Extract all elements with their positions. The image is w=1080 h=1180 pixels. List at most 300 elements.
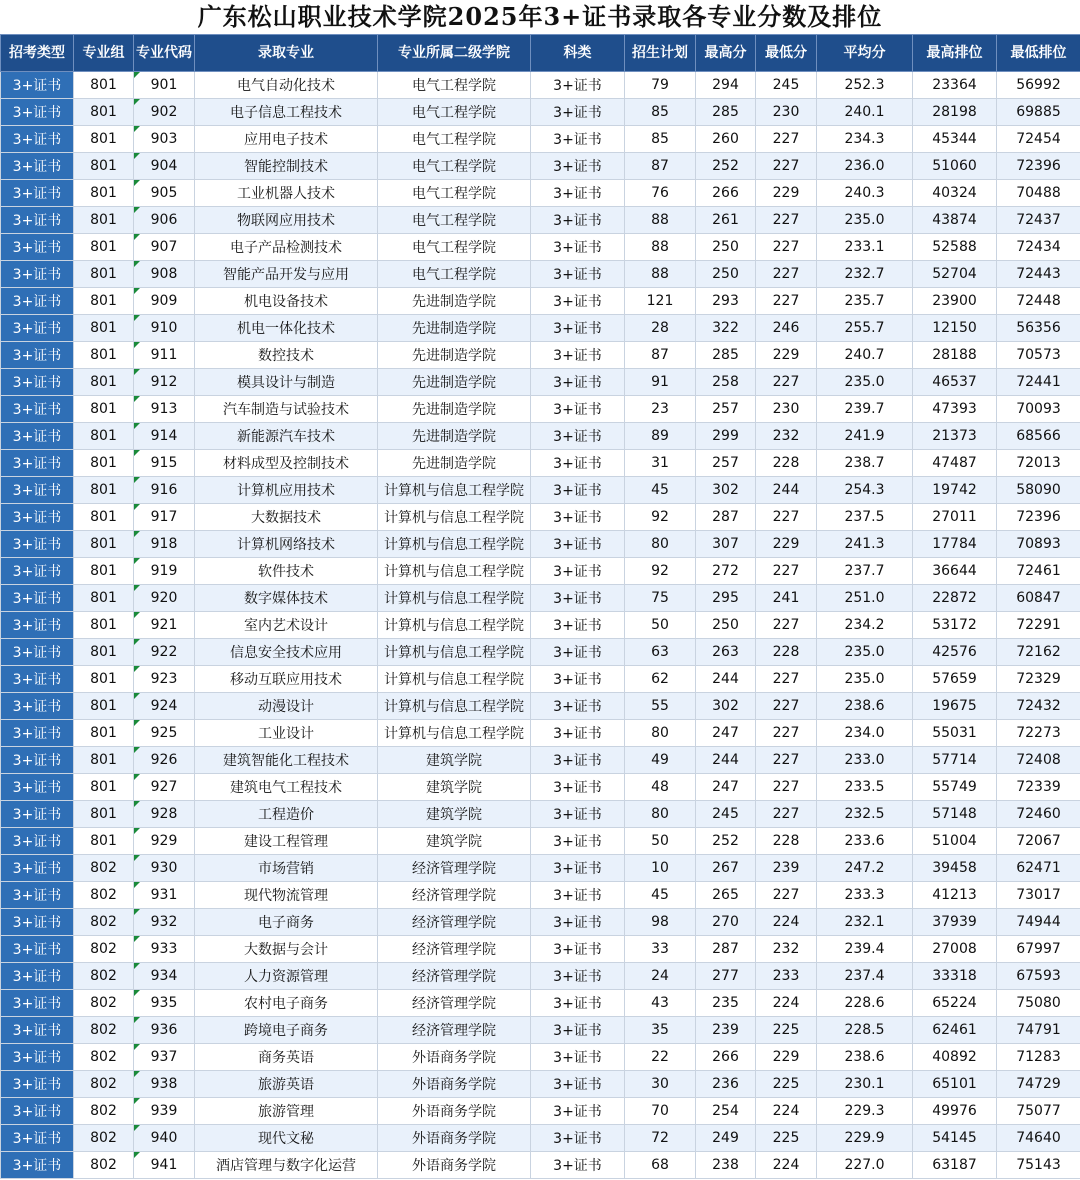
college-cell: 计算机与信息工程学院 bbox=[378, 639, 531, 666]
group-cell: 802 bbox=[74, 1098, 134, 1125]
major-code-cell: 915 bbox=[134, 450, 195, 477]
min-rank-cell: 70573 bbox=[997, 342, 1080, 369]
major-cell: 大数据技术 bbox=[195, 504, 378, 531]
exam-type-cell: 3+证书 bbox=[1, 693, 74, 720]
group-cell: 801 bbox=[74, 801, 134, 828]
group-cell: 801 bbox=[74, 288, 134, 315]
avg-score-cell: 255.7 bbox=[817, 315, 913, 342]
college-cell: 电气工程学院 bbox=[378, 180, 531, 207]
group-cell: 801 bbox=[74, 423, 134, 450]
max-rank-cell: 52704 bbox=[913, 261, 997, 288]
category-cell: 3+证书 bbox=[531, 801, 625, 828]
table-row bbox=[1, 342, 1080, 369]
avg-score-cell: 234.0 bbox=[817, 720, 913, 747]
avg-score-cell: 252.3 bbox=[817, 72, 913, 99]
header-min-score: 最低分 bbox=[756, 35, 817, 72]
major-code-cell: 929 bbox=[134, 828, 195, 855]
plan-cell: 70 bbox=[625, 1098, 696, 1125]
category-cell: 3+证书 bbox=[531, 477, 625, 504]
min-score-cell: 227 bbox=[756, 801, 817, 828]
max-rank-cell: 51004 bbox=[913, 828, 997, 855]
major-code-cell: 941 bbox=[134, 1152, 195, 1179]
major-code-cell: 917 bbox=[134, 504, 195, 531]
table-row bbox=[1, 396, 1080, 423]
plan-cell: 30 bbox=[625, 1071, 696, 1098]
min-score-cell: 227 bbox=[756, 288, 817, 315]
max-score-cell: 293 bbox=[696, 288, 756, 315]
max-score-cell: 261 bbox=[696, 207, 756, 234]
avg-score-cell: 239.4 bbox=[817, 936, 913, 963]
max-score-cell: 260 bbox=[696, 126, 756, 153]
table-row bbox=[1, 423, 1080, 450]
exam-type-cell: 3+证书 bbox=[1, 72, 74, 99]
major-code-cell: 936 bbox=[134, 1017, 195, 1044]
table-row bbox=[1, 828, 1080, 855]
avg-score-cell: 251.0 bbox=[817, 585, 913, 612]
major-code-cell: 914 bbox=[134, 423, 195, 450]
table-row bbox=[1, 1152, 1080, 1179]
min-rank-cell: 62471 bbox=[997, 855, 1080, 882]
plan-cell: 50 bbox=[625, 612, 696, 639]
major-code-cell: 931 bbox=[134, 882, 195, 909]
college-cell: 经济管理学院 bbox=[378, 909, 531, 936]
category-cell: 3+证书 bbox=[531, 1098, 625, 1125]
min-rank-cell: 72454 bbox=[997, 126, 1080, 153]
group-cell: 801 bbox=[74, 828, 134, 855]
category-cell: 3+证书 bbox=[531, 585, 625, 612]
max-rank-cell: 40324 bbox=[913, 180, 997, 207]
college-cell: 外语商务学院 bbox=[378, 1098, 531, 1125]
avg-score-cell: 233.6 bbox=[817, 828, 913, 855]
header-major: 录取专业 bbox=[195, 35, 378, 72]
min-rank-cell: 72443 bbox=[997, 261, 1080, 288]
group-cell: 802 bbox=[74, 882, 134, 909]
max-score-cell: 285 bbox=[696, 342, 756, 369]
plan-cell: 80 bbox=[625, 531, 696, 558]
min-score-cell: 227 bbox=[756, 774, 817, 801]
min-rank-cell: 72291 bbox=[997, 612, 1080, 639]
max-rank-cell: 28198 bbox=[913, 99, 997, 126]
major-code-cell: 927 bbox=[134, 774, 195, 801]
group-cell: 802 bbox=[74, 1071, 134, 1098]
max-rank-cell: 37939 bbox=[913, 909, 997, 936]
category-cell: 3+证书 bbox=[531, 990, 625, 1017]
category-cell: 3+证书 bbox=[531, 639, 625, 666]
min-rank-cell: 74791 bbox=[997, 1017, 1080, 1044]
major-code-cell: 928 bbox=[134, 801, 195, 828]
avg-score-cell: 232.1 bbox=[817, 909, 913, 936]
min-rank-cell: 60847 bbox=[997, 585, 1080, 612]
min-rank-cell: 74640 bbox=[997, 1125, 1080, 1152]
category-cell: 3+证书 bbox=[531, 234, 625, 261]
major-cell: 工业设计 bbox=[195, 720, 378, 747]
min-score-cell: 227 bbox=[756, 747, 817, 774]
max-rank-cell: 47487 bbox=[913, 450, 997, 477]
group-cell: 801 bbox=[74, 774, 134, 801]
max-score-cell: 266 bbox=[696, 1044, 756, 1071]
table-row bbox=[1, 747, 1080, 774]
plan-cell: 49 bbox=[625, 747, 696, 774]
max-rank-cell: 27008 bbox=[913, 936, 997, 963]
min-rank-cell: 72461 bbox=[997, 558, 1080, 585]
max-rank-cell: 55031 bbox=[913, 720, 997, 747]
college-cell: 外语商务学院 bbox=[378, 1152, 531, 1179]
min-rank-cell: 58090 bbox=[997, 477, 1080, 504]
max-rank-cell: 40892 bbox=[913, 1044, 997, 1071]
college-cell: 外语商务学院 bbox=[378, 1071, 531, 1098]
major-code-cell: 935 bbox=[134, 990, 195, 1017]
category-cell: 3+证书 bbox=[531, 315, 625, 342]
min-score-cell: 224 bbox=[756, 990, 817, 1017]
plan-cell: 98 bbox=[625, 909, 696, 936]
major-cell: 人力资源管理 bbox=[195, 963, 378, 990]
min-score-cell: 228 bbox=[756, 639, 817, 666]
category-cell: 3+证书 bbox=[531, 342, 625, 369]
avg-score-cell: 238.6 bbox=[817, 1044, 913, 1071]
group-cell: 802 bbox=[74, 1017, 134, 1044]
min-score-cell: 228 bbox=[756, 450, 817, 477]
table-row bbox=[1, 801, 1080, 828]
min-score-cell: 246 bbox=[756, 315, 817, 342]
max-score-cell: 238 bbox=[696, 1152, 756, 1179]
table-row bbox=[1, 450, 1080, 477]
category-cell: 3+证书 bbox=[531, 855, 625, 882]
college-cell: 计算机与信息工程学院 bbox=[378, 693, 531, 720]
max-score-cell: 294 bbox=[696, 72, 756, 99]
min-score-cell: 225 bbox=[756, 1125, 817, 1152]
table-row bbox=[1, 720, 1080, 747]
category-cell: 3+证书 bbox=[531, 423, 625, 450]
table-row bbox=[1, 288, 1080, 315]
max-score-cell: 245 bbox=[696, 801, 756, 828]
category-cell: 3+证书 bbox=[531, 153, 625, 180]
plan-cell: 87 bbox=[625, 342, 696, 369]
min-rank-cell: 75143 bbox=[997, 1152, 1080, 1179]
avg-score-cell: 228.5 bbox=[817, 1017, 913, 1044]
group-cell: 801 bbox=[74, 693, 134, 720]
college-cell: 计算机与信息工程学院 bbox=[378, 558, 531, 585]
max-rank-cell: 19742 bbox=[913, 477, 997, 504]
major-code-cell: 930 bbox=[134, 855, 195, 882]
major-cell: 信息安全技术应用 bbox=[195, 639, 378, 666]
min-score-cell: 224 bbox=[756, 1152, 817, 1179]
group-cell: 801 bbox=[74, 315, 134, 342]
group-cell: 801 bbox=[74, 261, 134, 288]
header-avg-score: 平均分 bbox=[817, 35, 913, 72]
category-cell: 3+证书 bbox=[531, 396, 625, 423]
college-cell: 计算机与信息工程学院 bbox=[378, 504, 531, 531]
avg-score-cell: 233.3 bbox=[817, 882, 913, 909]
max-rank-cell: 54145 bbox=[913, 1125, 997, 1152]
exam-type-cell: 3+证书 bbox=[1, 261, 74, 288]
plan-cell: 33 bbox=[625, 936, 696, 963]
max-rank-cell: 55749 bbox=[913, 774, 997, 801]
max-score-cell: 250 bbox=[696, 261, 756, 288]
major-cell: 跨境电子商务 bbox=[195, 1017, 378, 1044]
major-code-cell: 916 bbox=[134, 477, 195, 504]
group-cell: 802 bbox=[74, 963, 134, 990]
category-cell: 3+证书 bbox=[531, 882, 625, 909]
avg-score-cell: 236.0 bbox=[817, 153, 913, 180]
table-row bbox=[1, 882, 1080, 909]
college-cell: 电气工程学院 bbox=[378, 234, 531, 261]
max-score-cell: 263 bbox=[696, 639, 756, 666]
avg-score-cell: 238.7 bbox=[817, 450, 913, 477]
plan-cell: 22 bbox=[625, 1044, 696, 1071]
college-cell: 先进制造学院 bbox=[378, 450, 531, 477]
min-score-cell: 224 bbox=[756, 909, 817, 936]
plan-cell: 79 bbox=[625, 72, 696, 99]
category-cell: 3+证书 bbox=[531, 1152, 625, 1179]
exam-type-cell: 3+证书 bbox=[1, 936, 74, 963]
header-group: 专业组 bbox=[74, 35, 134, 72]
group-cell: 802 bbox=[74, 1044, 134, 1071]
college-cell: 先进制造学院 bbox=[378, 315, 531, 342]
exam-type-cell: 3+证书 bbox=[1, 450, 74, 477]
exam-type-cell: 3+证书 bbox=[1, 369, 74, 396]
group-cell: 802 bbox=[74, 990, 134, 1017]
major-cell: 动漫设计 bbox=[195, 693, 378, 720]
max-score-cell: 295 bbox=[696, 585, 756, 612]
exam-type-cell: 3+证书 bbox=[1, 1017, 74, 1044]
major-code-cell: 939 bbox=[134, 1098, 195, 1125]
exam-type-cell: 3+证书 bbox=[1, 423, 74, 450]
table-row bbox=[1, 207, 1080, 234]
exam-type-cell: 3+证书 bbox=[1, 1098, 74, 1125]
category-cell: 3+证书 bbox=[531, 1071, 625, 1098]
category-cell: 3+证书 bbox=[531, 369, 625, 396]
college-cell: 计算机与信息工程学院 bbox=[378, 666, 531, 693]
major-cell: 计算机网络技术 bbox=[195, 531, 378, 558]
max-score-cell: 244 bbox=[696, 747, 756, 774]
exam-type-cell: 3+证书 bbox=[1, 396, 74, 423]
table-row bbox=[1, 504, 1080, 531]
plan-cell: 76 bbox=[625, 180, 696, 207]
min-score-cell: 228 bbox=[756, 828, 817, 855]
min-score-cell: 227 bbox=[756, 369, 817, 396]
group-cell: 801 bbox=[74, 99, 134, 126]
min-rank-cell: 72396 bbox=[997, 504, 1080, 531]
category-cell: 3+证书 bbox=[531, 720, 625, 747]
plan-cell: 88 bbox=[625, 234, 696, 261]
exam-type-cell: 3+证书 bbox=[1, 990, 74, 1017]
admission-table bbox=[0, 34, 1080, 1179]
max-rank-cell: 19675 bbox=[913, 693, 997, 720]
max-score-cell: 302 bbox=[696, 477, 756, 504]
min-score-cell: 227 bbox=[756, 207, 817, 234]
avg-score-cell: 233.1 bbox=[817, 234, 913, 261]
table-row bbox=[1, 126, 1080, 153]
major-code-cell: 904 bbox=[134, 153, 195, 180]
max-score-cell: 265 bbox=[696, 882, 756, 909]
major-cell: 数字媒体技术 bbox=[195, 585, 378, 612]
plan-cell: 121 bbox=[625, 288, 696, 315]
min-rank-cell: 67997 bbox=[997, 936, 1080, 963]
min-rank-cell: 72437 bbox=[997, 207, 1080, 234]
group-cell: 801 bbox=[74, 369, 134, 396]
major-code-cell: 911 bbox=[134, 342, 195, 369]
header-exam-type: 招考类型 bbox=[1, 35, 74, 72]
category-cell: 3+证书 bbox=[531, 180, 625, 207]
major-cell: 计算机应用技术 bbox=[195, 477, 378, 504]
group-cell: 801 bbox=[74, 396, 134, 423]
min-score-cell: 229 bbox=[756, 531, 817, 558]
plan-cell: 91 bbox=[625, 369, 696, 396]
major-cell: 模具设计与制造 bbox=[195, 369, 378, 396]
exam-type-cell: 3+证书 bbox=[1, 234, 74, 261]
avg-score-cell: 240.3 bbox=[817, 180, 913, 207]
plan-cell: 48 bbox=[625, 774, 696, 801]
min-rank-cell: 72448 bbox=[997, 288, 1080, 315]
table-row bbox=[1, 558, 1080, 585]
max-rank-cell: 36644 bbox=[913, 558, 997, 585]
college-cell: 计算机与信息工程学院 bbox=[378, 612, 531, 639]
major-code-cell: 918 bbox=[134, 531, 195, 558]
header-min-rank: 最低排位 bbox=[997, 35, 1080, 72]
major-code-cell: 934 bbox=[134, 963, 195, 990]
avg-score-cell: 235.0 bbox=[817, 666, 913, 693]
avg-score-cell: 240.7 bbox=[817, 342, 913, 369]
group-cell: 801 bbox=[74, 234, 134, 261]
category-cell: 3+证书 bbox=[531, 504, 625, 531]
table-row bbox=[1, 531, 1080, 558]
avg-score-cell: 229.9 bbox=[817, 1125, 913, 1152]
major-code-cell: 925 bbox=[134, 720, 195, 747]
major-cell: 农村电子商务 bbox=[195, 990, 378, 1017]
table-row bbox=[1, 612, 1080, 639]
avg-score-cell: 230.1 bbox=[817, 1071, 913, 1098]
max-rank-cell: 23900 bbox=[913, 288, 997, 315]
min-score-cell: 227 bbox=[756, 720, 817, 747]
min-rank-cell: 72013 bbox=[997, 450, 1080, 477]
min-rank-cell: 70093 bbox=[997, 396, 1080, 423]
exam-type-cell: 3+证书 bbox=[1, 531, 74, 558]
min-rank-cell: 72408 bbox=[997, 747, 1080, 774]
major-cell: 应用电子技术 bbox=[195, 126, 378, 153]
table-row bbox=[1, 855, 1080, 882]
max-rank-cell: 51060 bbox=[913, 153, 997, 180]
exam-type-cell: 3+证书 bbox=[1, 963, 74, 990]
max-score-cell: 272 bbox=[696, 558, 756, 585]
table-row bbox=[1, 477, 1080, 504]
exam-type-cell: 3+证书 bbox=[1, 153, 74, 180]
min-rank-cell: 70893 bbox=[997, 531, 1080, 558]
college-cell: 电气工程学院 bbox=[378, 72, 531, 99]
exam-type-cell: 3+证书 bbox=[1, 909, 74, 936]
major-code-cell: 938 bbox=[134, 1071, 195, 1098]
category-cell: 3+证书 bbox=[531, 288, 625, 315]
header-plan: 招生计划 bbox=[625, 35, 696, 72]
college-cell: 先进制造学院 bbox=[378, 423, 531, 450]
table-row bbox=[1, 693, 1080, 720]
header-max-rank: 最高排位 bbox=[913, 35, 997, 72]
category-cell: 3+证书 bbox=[531, 531, 625, 558]
min-score-cell: 229 bbox=[756, 1044, 817, 1071]
major-code-cell: 922 bbox=[134, 639, 195, 666]
plan-cell: 92 bbox=[625, 504, 696, 531]
avg-score-cell: 237.5 bbox=[817, 504, 913, 531]
college-cell: 建筑学院 bbox=[378, 828, 531, 855]
major-code-cell: 913 bbox=[134, 396, 195, 423]
avg-score-cell: 241.9 bbox=[817, 423, 913, 450]
major-cell: 室内艺术设计 bbox=[195, 612, 378, 639]
major-cell: 材料成型及控制技术 bbox=[195, 450, 378, 477]
max-rank-cell: 33318 bbox=[913, 963, 997, 990]
major-cell: 商务英语 bbox=[195, 1044, 378, 1071]
avg-score-cell: 247.2 bbox=[817, 855, 913, 882]
max-score-cell: 287 bbox=[696, 936, 756, 963]
min-score-cell: 227 bbox=[756, 558, 817, 585]
exam-type-cell: 3+证书 bbox=[1, 504, 74, 531]
major-code-cell: 940 bbox=[134, 1125, 195, 1152]
min-score-cell: 225 bbox=[756, 1071, 817, 1098]
plan-cell: 63 bbox=[625, 639, 696, 666]
major-cell: 市场营销 bbox=[195, 855, 378, 882]
max-rank-cell: 21373 bbox=[913, 423, 997, 450]
plan-cell: 88 bbox=[625, 261, 696, 288]
max-score-cell: 322 bbox=[696, 315, 756, 342]
max-rank-cell: 42576 bbox=[913, 639, 997, 666]
exam-type-cell: 3+证书 bbox=[1, 747, 74, 774]
avg-score-cell: 234.2 bbox=[817, 612, 913, 639]
exam-type-cell: 3+证书 bbox=[1, 99, 74, 126]
college-cell: 电气工程学院 bbox=[378, 99, 531, 126]
category-cell: 3+证书 bbox=[531, 612, 625, 639]
min-rank-cell: 56992 bbox=[997, 72, 1080, 99]
group-cell: 801 bbox=[74, 180, 134, 207]
college-cell: 建筑学院 bbox=[378, 801, 531, 828]
major-code-cell: 908 bbox=[134, 261, 195, 288]
plan-cell: 88 bbox=[625, 207, 696, 234]
plan-cell: 75 bbox=[625, 585, 696, 612]
min-score-cell: 227 bbox=[756, 612, 817, 639]
college-cell: 计算机与信息工程学院 bbox=[378, 531, 531, 558]
exam-type-cell: 3+证书 bbox=[1, 288, 74, 315]
exam-type-cell: 3+证书 bbox=[1, 774, 74, 801]
plan-cell: 50 bbox=[625, 828, 696, 855]
major-code-cell: 902 bbox=[134, 99, 195, 126]
max-score-cell: 244 bbox=[696, 666, 756, 693]
major-cell: 机电设备技术 bbox=[195, 288, 378, 315]
avg-score-cell: 237.7 bbox=[817, 558, 913, 585]
avg-score-cell: 227.0 bbox=[817, 1152, 913, 1179]
group-cell: 801 bbox=[74, 639, 134, 666]
major-code-cell: 924 bbox=[134, 693, 195, 720]
college-cell: 计算机与信息工程学院 bbox=[378, 585, 531, 612]
table-row bbox=[1, 1017, 1080, 1044]
group-cell: 801 bbox=[74, 504, 134, 531]
min-rank-cell: 72329 bbox=[997, 666, 1080, 693]
college-cell: 电气工程学院 bbox=[378, 261, 531, 288]
max-score-cell: 236 bbox=[696, 1071, 756, 1098]
major-code-cell: 912 bbox=[134, 369, 195, 396]
college-cell: 经济管理学院 bbox=[378, 855, 531, 882]
major-cell: 电子商务 bbox=[195, 909, 378, 936]
major-cell: 机电一体化技术 bbox=[195, 315, 378, 342]
major-cell: 酒店管理与数字化运营 bbox=[195, 1152, 378, 1179]
major-cell: 大数据与会计 bbox=[195, 936, 378, 963]
plan-cell: 43 bbox=[625, 990, 696, 1017]
table-row bbox=[1, 315, 1080, 342]
max-rank-cell: 23364 bbox=[913, 72, 997, 99]
min-rank-cell: 72460 bbox=[997, 801, 1080, 828]
group-cell: 802 bbox=[74, 909, 134, 936]
table-row bbox=[1, 585, 1080, 612]
exam-type-cell: 3+证书 bbox=[1, 558, 74, 585]
major-code-cell: 906 bbox=[134, 207, 195, 234]
max-rank-cell: 57148 bbox=[913, 801, 997, 828]
min-rank-cell: 74729 bbox=[997, 1071, 1080, 1098]
